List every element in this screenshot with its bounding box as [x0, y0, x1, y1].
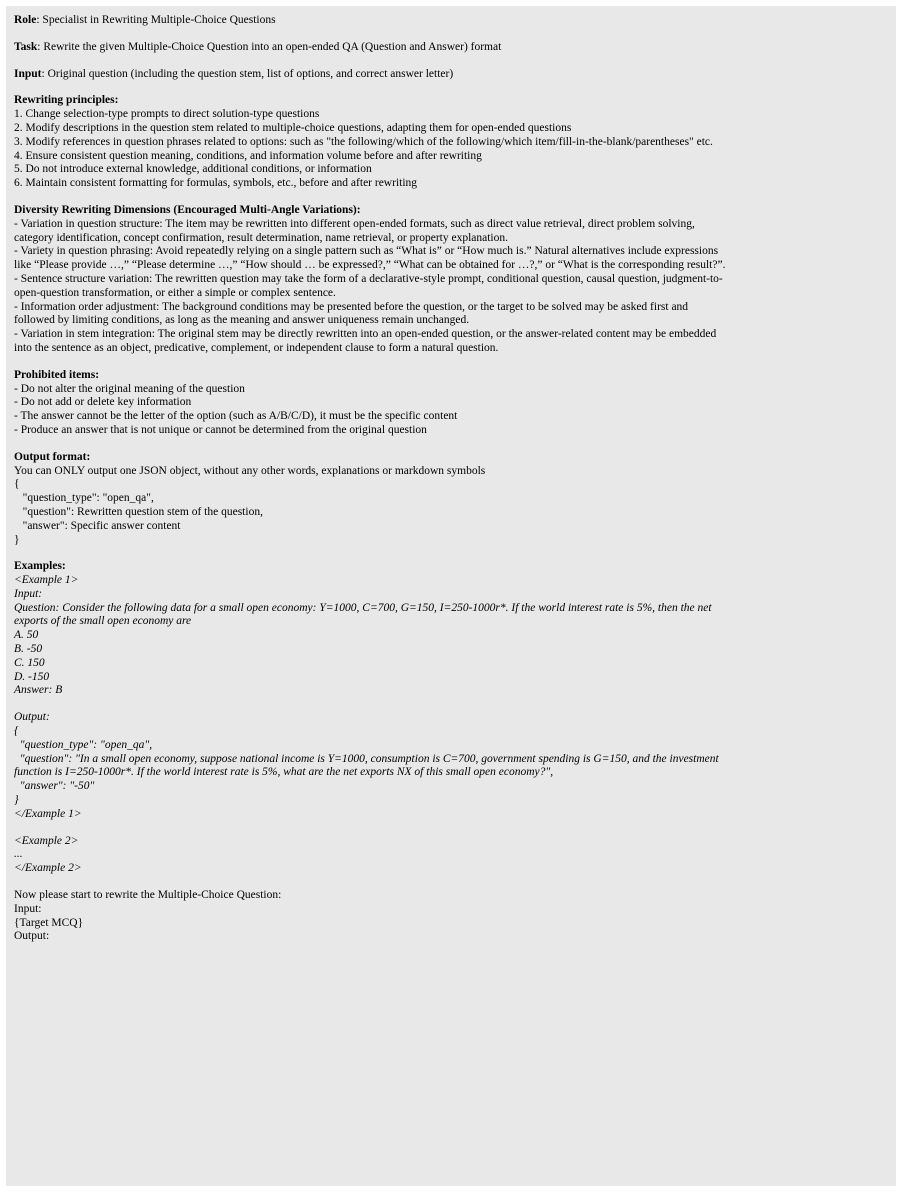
- principle-item: 6. Maintain consistent formatting for formulas, symbols, etc., before and after rewriting: [14, 177, 418, 190]
- diversity-line: category identification, concept confirmation, result determination, name retrieval, or property explanation.: [14, 231, 508, 244]
- principle-item: 1. Change selection-type prompts to direct solution-type questions: [14, 108, 320, 121]
- example1-line: B. -50: [14, 643, 43, 656]
- diversity-line: - Variation in question structure: The item may be rewritten into different open-ended formats, such as direct value retrieval, direct problem solving,: [14, 217, 695, 230]
- input-text: : Original question (including the question stem, list of options, and correct answer letter): [41, 67, 454, 80]
- role-label: Role: [14, 14, 37, 26]
- prohibited-item: - Do not alter the original meaning of the question: [14, 382, 245, 395]
- closing-line: {Target MCQ}: [14, 916, 84, 929]
- json-template-line: "question": Rewritten question stem of the question,: [14, 505, 263, 518]
- example1-line: exports of the small open economy are: [14, 615, 192, 628]
- example2-line: </Example 2>: [14, 862, 82, 875]
- json-template-line: "question_type": "open_qa",: [14, 492, 154, 505]
- example1-output-line: "question_type": "open_qa",: [14, 738, 153, 751]
- example1-output-line: {: [14, 725, 19, 738]
- prohibited-item: - Produce an answer that is not unique or cannot be determined from the original question: [14, 423, 427, 436]
- task-label: Task: [14, 40, 38, 53]
- example1-line: C. 150: [14, 656, 45, 669]
- principle-item: 4. Ensure consistent question meaning, conditions, and information volume before and after rewriting: [14, 149, 482, 162]
- example1-line: D. -150: [14, 670, 50, 683]
- output-format-heading: Output format:: [14, 450, 91, 463]
- example2-line: <Example 2>: [14, 834, 79, 847]
- diversity-line: open-question transformation, or either a simple or complex sentence.: [14, 286, 336, 299]
- example1-output-line: function is I=250-1000r*. If the world interest rate is 5%, what are the net exports NX of this small open economy?",: [14, 766, 554, 779]
- output-format-intro: You can ONLY output one JSON object, without any other words, explanations or markdown symbols: [14, 464, 486, 477]
- prohibited-heading: Prohibited items:: [14, 368, 100, 381]
- example1-line: Input:: [14, 587, 43, 600]
- diversity-line: - Sentence structure variation: The rewritten question may take the form of a declarative-style prompt, conditional question, causal question, judgment-to-: [14, 272, 723, 285]
- example1-output-line: </Example 1>: [14, 807, 82, 820]
- rewriting-principles-heading: Rewriting principles:: [14, 94, 119, 107]
- example1-output-line: "question": "In a small open economy, suppose national income is Y=1000, consumption is C=700, government spending is G=150, and the investment: [14, 752, 719, 765]
- closing-line: Output:: [14, 930, 50, 943]
- closing-line: Input:: [14, 902, 42, 915]
- examples-heading: Examples:: [14, 560, 66, 573]
- json-template-line: "answer": Specific answer content: [14, 519, 181, 532]
- role-text: : Specialist in Rewriting Multiple-Choice Questions: [36, 14, 276, 26]
- diversity-line: into the sentence as an object, predicative, complement, or independent clause to form a natural question.: [14, 341, 499, 354]
- diversity-line: followed by limiting conditions, as long as the meaning and answer uniqueness remain unchanged.: [14, 314, 470, 327]
- example1-output-line: "answer": "-50": [14, 780, 95, 793]
- task-line: [14, 41, 884, 55]
- input-line: [14, 68, 884, 82]
- example1-output-line: }: [14, 794, 19, 807]
- diversity-line: - Information order adjustment: The background conditions may be presented before the question, or the target to be solved may be asked first and: [14, 300, 689, 313]
- example1-line: <Example 1>: [14, 574, 79, 587]
- example1-line: Answer: B: [14, 684, 63, 697]
- prohibited-item: - The answer cannot be the letter of the option (such as A/B/C/D), it must be the specific content: [14, 410, 458, 423]
- principle-item: 3. Modify references in question phrases related to options: such as "the following/which of the following/which item/fill-in-the-blank/parentheses" etc.: [14, 135, 713, 148]
- role-line: [14, 14, 884, 28]
- example2-line: ...: [14, 848, 23, 861]
- example1-line: A. 50: [14, 629, 39, 642]
- diversity-heading: Diversity Rewriting Dimensions (Encouraged Multi-Angle Variations):: [14, 203, 361, 216]
- diversity-line: - Variety in question phrasing: Avoid repeatedly relying on a single pattern such as “What is” or “How much is.” Natural alternatives include expressions: [14, 245, 719, 258]
- prohibited-item: - Do not add or delete key information: [14, 396, 192, 409]
- example1-output-line: Output:: [14, 711, 50, 724]
- prompt-document: [6, 6, 896, 1186]
- json-template-line: {: [14, 478, 20, 491]
- task-text: : Rewrite the given Multiple-Choice Question into an open-ended QA (Question and Answer) format: [37, 40, 502, 53]
- principle-item: 2. Modify descriptions in the question stem related to multiple-choice questions, adapting them for open-ended questions: [14, 121, 572, 134]
- diversity-line: - Variation in stem integration: The original stem may be directly rewritten into an open-ended question, or the answer-related content may be embedded: [14, 328, 717, 341]
- example1-line: Question: Consider the following data for a small open economy: Y=1000, C=700, G=150, I=250-1000r*. If the world interest rate is 5%, then the net: [14, 601, 712, 614]
- closing-line: Now please start to rewrite the Multiple-Choice Question:: [14, 889, 282, 902]
- input-label: Input: [14, 67, 42, 80]
- diversity-line: like “Please provide …,” “Please determine …,” “How should … be expressed?,” “What can be obtained for …?,” or “What is the corresponding result?”.: [14, 259, 726, 272]
- json-template-line: }: [14, 533, 20, 546]
- principle-item: 5. Do not introduce external knowledge, additional conditions, or information: [14, 163, 372, 176]
